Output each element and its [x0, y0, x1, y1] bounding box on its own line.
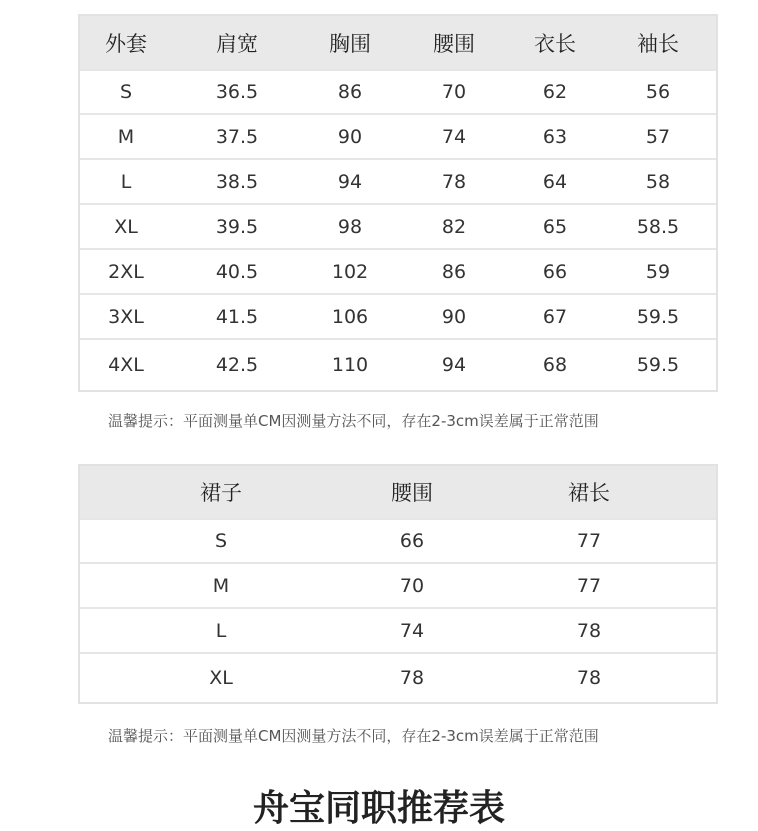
table-cell: 42.5 [215, 354, 259, 376]
size-cell: S [214, 530, 228, 552]
size-cell: M [212, 574, 230, 597]
table-cell: 74 [441, 125, 467, 148]
table-cell: 106 [331, 305, 369, 328]
table-cell: 58.5 [636, 215, 680, 238]
table-cell: 90 [337, 125, 363, 148]
table-cell: 59 [645, 260, 671, 283]
size-cell: S [119, 81, 133, 103]
header-cell: 外套 [105, 31, 147, 56]
table-row [80, 652, 716, 702]
table-cell: 86 [441, 260, 467, 283]
table-cell: 57 [645, 125, 671, 148]
table-cell: 78 [441, 170, 467, 193]
table-cell: 78 [399, 667, 425, 689]
measurement-note: 温馨提示：平面测量单CM因测量方法不同，存在2-3cm误差属于正常范围 [108, 412, 599, 430]
size-cell: M [117, 125, 135, 148]
header-cell: 衣长 [534, 31, 576, 56]
table-cell: 39.5 [215, 215, 259, 238]
table-cell: 62 [542, 81, 568, 103]
table-cell: 65 [542, 215, 568, 238]
size-cell: 4XL [108, 354, 144, 376]
table-cell: 78 [576, 619, 602, 642]
header-cell: 裙子 [200, 481, 242, 505]
header-cell: 袖长 [637, 31, 679, 56]
table-cell: 77 [576, 530, 602, 552]
table-cell: 74 [399, 619, 425, 642]
table-cell: 64 [542, 170, 568, 193]
table-row [80, 203, 716, 248]
table-cell: 82 [441, 215, 467, 238]
size-cell: XL [114, 215, 138, 238]
size-cell: XL [209, 667, 233, 689]
table-cell: 110 [331, 354, 369, 376]
size-cell: L [120, 170, 132, 193]
header-cell: 肩宽 [216, 31, 258, 56]
table-cell: 67 [542, 305, 568, 328]
table-cell: 38.5 [215, 170, 259, 193]
header-cell: 裙长 [568, 481, 610, 505]
table-cell: 98 [337, 215, 363, 238]
header-cell: 胸围 [329, 31, 371, 56]
size-cell: 3XL [108, 305, 144, 328]
jacket-table-header [80, 16, 716, 69]
table-cell: 63 [542, 125, 568, 148]
skirt-table-header [80, 466, 716, 518]
table-cell: 78 [576, 667, 602, 689]
table-row [80, 248, 716, 293]
table-cell: 66 [399, 530, 425, 552]
table-cell: 59.5 [636, 354, 680, 376]
table-cell: 94 [441, 354, 467, 376]
table-cell: 58 [645, 170, 671, 193]
table-cell: 66 [542, 260, 568, 283]
table-row [80, 518, 716, 562]
header-cell: 腰围 [391, 481, 433, 505]
size-cell: L [215, 619, 227, 642]
table-cell: 40.5 [215, 260, 259, 283]
table-cell: 59.5 [636, 305, 680, 328]
table-cell: 70 [399, 574, 425, 597]
section-title: 舟宝同职推荐表 [252, 788, 505, 829]
table-row [80, 607, 716, 652]
table-row [80, 293, 716, 338]
table-row [80, 158, 716, 203]
table-row [80, 69, 716, 113]
table-cell: 68 [542, 354, 568, 376]
table-cell: 56 [645, 81, 671, 103]
skirt-size-table [78, 464, 718, 704]
table-cell: 36.5 [215, 81, 259, 103]
table-cell: 77 [576, 574, 602, 597]
jacket-size-table [78, 14, 718, 392]
size-cell: 2XL [108, 260, 144, 283]
measurement-note: 温馨提示：平面测量单CM因测量方法不同，存在2-3cm误差属于正常范围 [108, 727, 599, 745]
table-row [80, 113, 716, 158]
table-row [80, 338, 716, 390]
table-cell: 70 [441, 81, 467, 103]
table-cell: 102 [331, 260, 369, 283]
table-cell: 86 [337, 81, 363, 103]
table-cell: 41.5 [215, 305, 259, 328]
header-cell: 腰围 [433, 31, 475, 56]
table-row [80, 562, 716, 607]
table-cell: 37.5 [215, 125, 259, 148]
table-cell: 94 [337, 170, 363, 193]
table-cell: 90 [441, 305, 467, 328]
